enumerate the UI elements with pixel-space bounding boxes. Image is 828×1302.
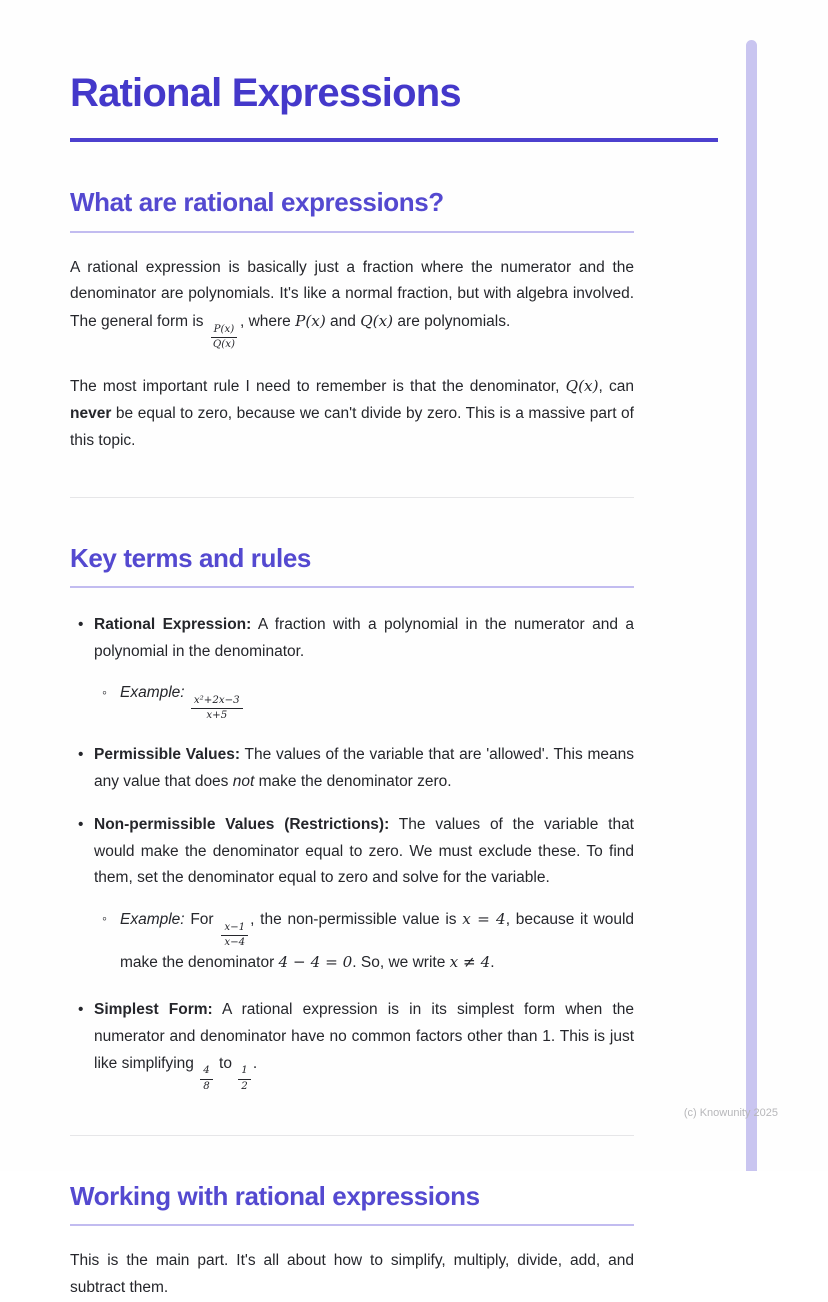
- math-fraction: $\frac{4}{8}$: [200, 1065, 213, 1093]
- example-item: [94, 680, 634, 722]
- working-paragraph-1: This is the main part. It's all about how to simplify, multiply, divide, add, and subtract them.: [70, 1252, 634, 1297]
- heading-underline-key-terms: [70, 586, 634, 588]
- math-fraction: $\frac{\text{x²+2x−3}}{x+5}$: [191, 695, 243, 723]
- inline-math: Q(x): [360, 312, 394, 331]
- italic-text: Example:: [120, 683, 189, 701]
- section-heading-working: Working with rational expressions: [70, 1180, 480, 1211]
- section-heading-key-terms: Key terms and rules: [70, 542, 311, 573]
- key-terms-list: [70, 612, 634, 1093]
- list-item-simplest-form: [70, 997, 634, 1093]
- document-content: [70, 0, 634, 1302]
- list-item-permissible-values: [70, 742, 634, 796]
- list-item-rational-expression: [70, 612, 634, 722]
- watermark: (c) Knowunity 2025: [683, 1107, 778, 1119]
- heading-underline-working: [70, 1224, 634, 1226]
- bold-text: never: [70, 405, 112, 423]
- intro-paragraph-1: A rational expression is basically just a fraction where the numerator and the denominator are polynomials. It's like a normal fraction, but with algebra involved. The general form is $\frac{P(x)}{Q(x)}$ , where P(x) and Q(x) are polynomials.: [70, 258, 634, 351]
- bold-text: Rational Expression:: [94, 616, 252, 634]
- list-item-text: Non-permissible Values (Restrictions): The values of the variable that would make the denominator equal to zero. We must exclude these. To find them, set the denominator equal to zero and solve for the variable.: [94, 815, 634, 887]
- list-item-non-permissible-values: [70, 812, 634, 977]
- bold-text: Simplest Form:: [94, 1001, 213, 1019]
- math-fraction: $\frac{x-1}{x-4}$: [221, 922, 248, 950]
- bold-text: Non-permissible Values (Restrictions):: [94, 815, 390, 833]
- inline-math: x = 4: [462, 910, 506, 929]
- side-accent-bar: [746, 40, 757, 1171]
- list-item-text: Rational Expression: A fraction with a polynomial in the numerator and a polynomial in the denominator.: [94, 616, 634, 661]
- italic-text: not: [232, 772, 255, 790]
- section-divider: [70, 1135, 634, 1136]
- list-item-text: Simplest Form: A rational expression is in its simplest form when the numerator and denominator have no common factors other than 1. This is just like simplifying $\frac{4}{8}$ to $\frac{1}{2}$ .: [94, 1001, 634, 1092]
- section-heading-intro: What are rational expressions?: [70, 187, 444, 217]
- example-item: ◦ Example: For $\frac{x-1}{x-4}$ , the non-permissible value is x = 4, because it would make the denominator 4 − 4 = 0. So, we write x ≠ 4.: [94, 906, 634, 977]
- math-fraction: $\frac{1}{2}$: [238, 1065, 251, 1093]
- inline-math: 4 − 4 = 0: [278, 953, 353, 972]
- inline-math: x ≠ 4: [449, 953, 491, 972]
- math-fraction: $\frac{P(x)}{Q(x)}$: [210, 324, 238, 352]
- inline-math: Q(x): [565, 377, 599, 396]
- example-sublist: [94, 680, 634, 722]
- intro-paragraph-2: The most important rule I need to remember is that the denominator, Q(x), can never be equal to zero, because we can't divide by zero. This is a massive part of this topic.: [70, 377, 634, 449]
- bold-text: Permissible Values:: [94, 746, 241, 764]
- inline-math: P(x): [295, 312, 326, 331]
- title-underline: [70, 138, 718, 142]
- example-sublist: [94, 906, 634, 977]
- list-item-text: Permissible Values: The values of the variable that are 'allowed'. This means any value that does not make the denominator zero.: [94, 746, 634, 790]
- italic-text: Example:: [120, 911, 191, 929]
- heading-underline-intro: [70, 231, 634, 233]
- page-title: Rational Expressions: [70, 71, 461, 115]
- section-divider: [70, 497, 634, 498]
